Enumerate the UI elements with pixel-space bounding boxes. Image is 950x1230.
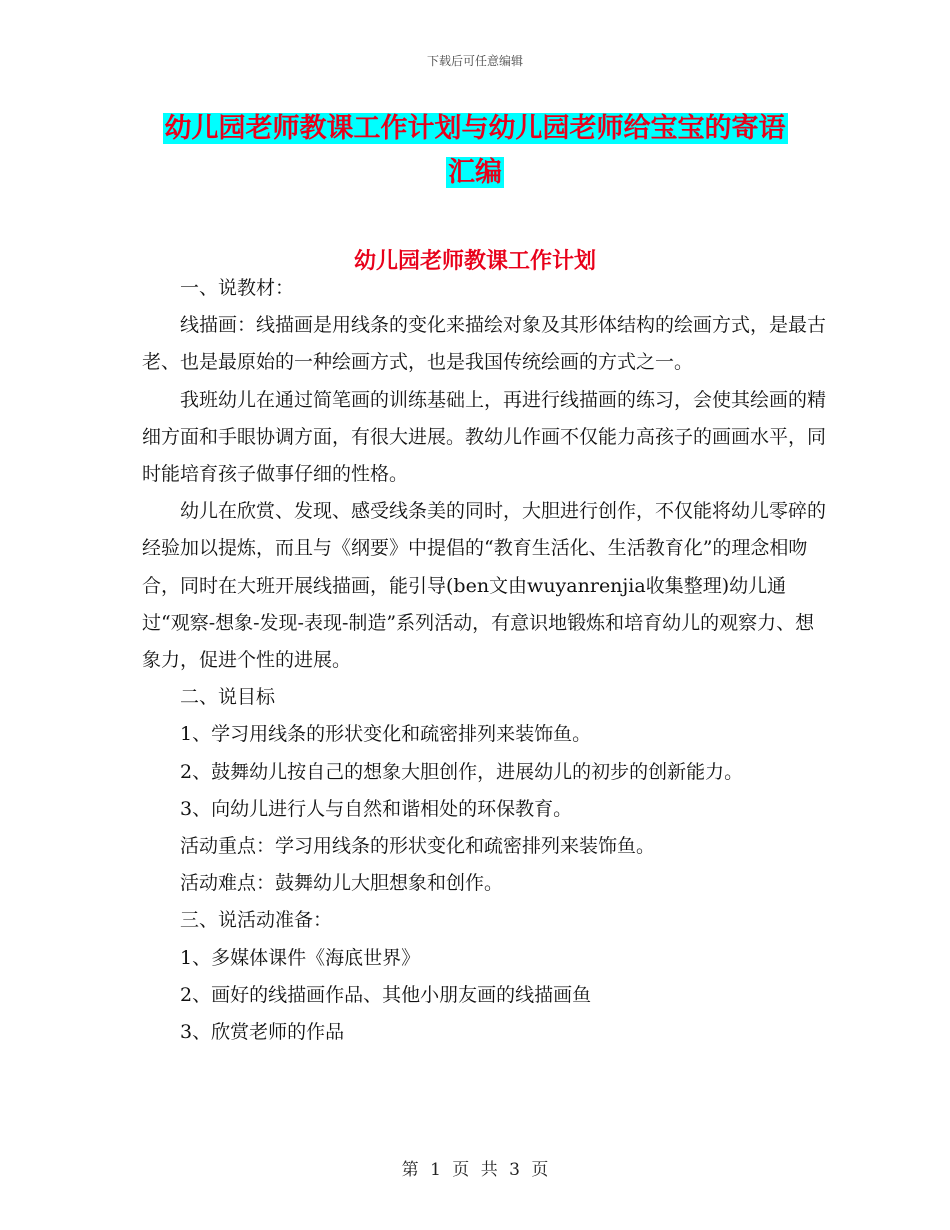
list-item: 2、画好的线描画作品、其他小朋友画的线描画鱼 [180,983,592,1006]
document-title-line-2 [0,152,950,194]
paragraph: 幼儿在欣赏、发现、感受线条美的同时，大胆进行创作，不仅能将幼儿零碎的经验加以提炼，而且与《纲要》中提倡的“教育生活化、生活教育化”的理念相吻合，同时在大班开展线描画，能引导(ben文由wuyanrenjia收集整理)幼儿通过“观察-想象-发现-表现-制造”系列活动，有意识地锻炼和培育幼儿的观察力、想象力，促进个性的进展。 [142,500,827,672]
list-item: 1、多媒体课件《海底世界》 [180,946,421,969]
document-body [142,270,832,1051]
paragraph: 线描画：线描画是用线条的变化来描绘对象及其形体结构的绘画方式，是最古老、也是最原始的一种绘画方式，也是我国传统绘画的方式之一。 [142,314,827,374]
list-item: 3、向幼儿进行人与自然和谐相处的环保教育。 [180,797,573,820]
page-number: 第 1 页 共 3 页 [401,1160,549,1180]
title-line-2-text: 汇编 [448,157,502,188]
activity-difficulty: 活动难点：鼓舞幼儿大胆想象和创作。 [180,872,504,895]
paragraph: 我班幼儿在通过简笔画的训练基础上，再进行线描画的练习，会使其绘画的精细方面和手眼协调方面，有很大进展。教幼儿作画不仅能力高孩子的画画水平，同时能培育孩子做事仔细的性格。 [142,388,827,486]
section-title: 幼儿园老师教课工作计划 [353,248,596,274]
heading-preparation: 三、说活动准备： [180,909,333,932]
title-line-1-text: 幼儿园老师教课工作计划与幼儿园老师给宝宝的寄语 [164,113,786,144]
document-title-line-1 [0,108,950,150]
list-item: 2、鼓舞幼儿按自己的想象大胆创作，进展幼儿的初步的创新能力。 [180,760,744,783]
list-item: 3、欣赏老师的作品 [180,1021,345,1044]
list-item: 1、学习用线条的形状变化和疏密排列来装饰鱼。 [180,723,592,746]
heading-goals: 二、说目标 [180,686,276,709]
heading-materials: 一、说教材： [180,277,295,299]
header-note: 下载后可任意编辑 [426,54,523,68]
activity-focus: 活动重点：学习用线条的形状变化和疏密排列来装饰鱼。 [180,835,656,858]
